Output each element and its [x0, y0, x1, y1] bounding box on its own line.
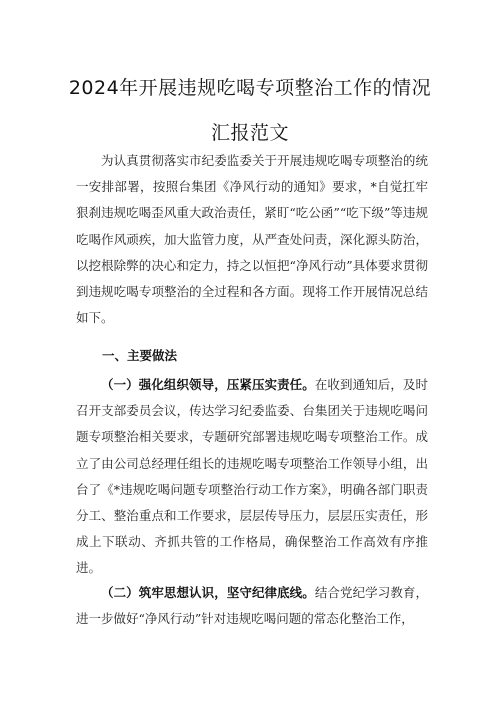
- item-1-text: 在收到通知后，及时召开支部委员会议，传达学习纪委监委、台集团关于违规吃喝问题专项整治相关要求，专题研究部署违规吃喝专项整治工作。成立了由公司总经理任组长的违规吃喝专项整治工作领导小组，出台了《*违规吃喝问题专项整治行动工作方案》，明确各部门职责分工、整治重点和工作要求，层层传导压力，层层压实责任，形成上下联动、齐抓共管的工作格局，确保整治工作高效有序推进。: [76, 377, 428, 576]
- document-title-subline: 汇报范文: [210, 122, 289, 144]
- paragraph-item-2: [76, 580, 428, 632]
- document-title: 2024年开展违规吃喝专项整治工作的情况: [68, 77, 432, 99]
- item-1-lead: （一）强化组织领导，压紧压实责任。: [101, 377, 315, 392]
- paragraph-item-1: [76, 372, 428, 582]
- item-2-lead: （二）筑牢思想认识，坚守纪律底线。: [101, 585, 315, 600]
- section-heading: 一、主要做法: [102, 348, 178, 363]
- intro-paragraph: 为认真贯彻落实市纪委监委关于开展违规吃喝专项整治的统一安排部署，按照台集团《净风行动的通知》要求，*自觉扛牢狠刹违规吃喝歪风重大政治责任，紧盯“吃公函”“吃下级”等违规吃喝作风顽疾，加大监管力度，从严查处问责，深化源头防治，以挖根除弊的决心和定力，持之以恒把“净风行动”具体要求贯彻到违规吃喝专项整治的全过程和各方面。现将工作开展情况总结如下。: [76, 153, 428, 326]
- item-2-text: 结合党纪学习教育，进一步做好“净风行动”针对违规吃喝问题的常态化整治工作，: [76, 585, 428, 627]
